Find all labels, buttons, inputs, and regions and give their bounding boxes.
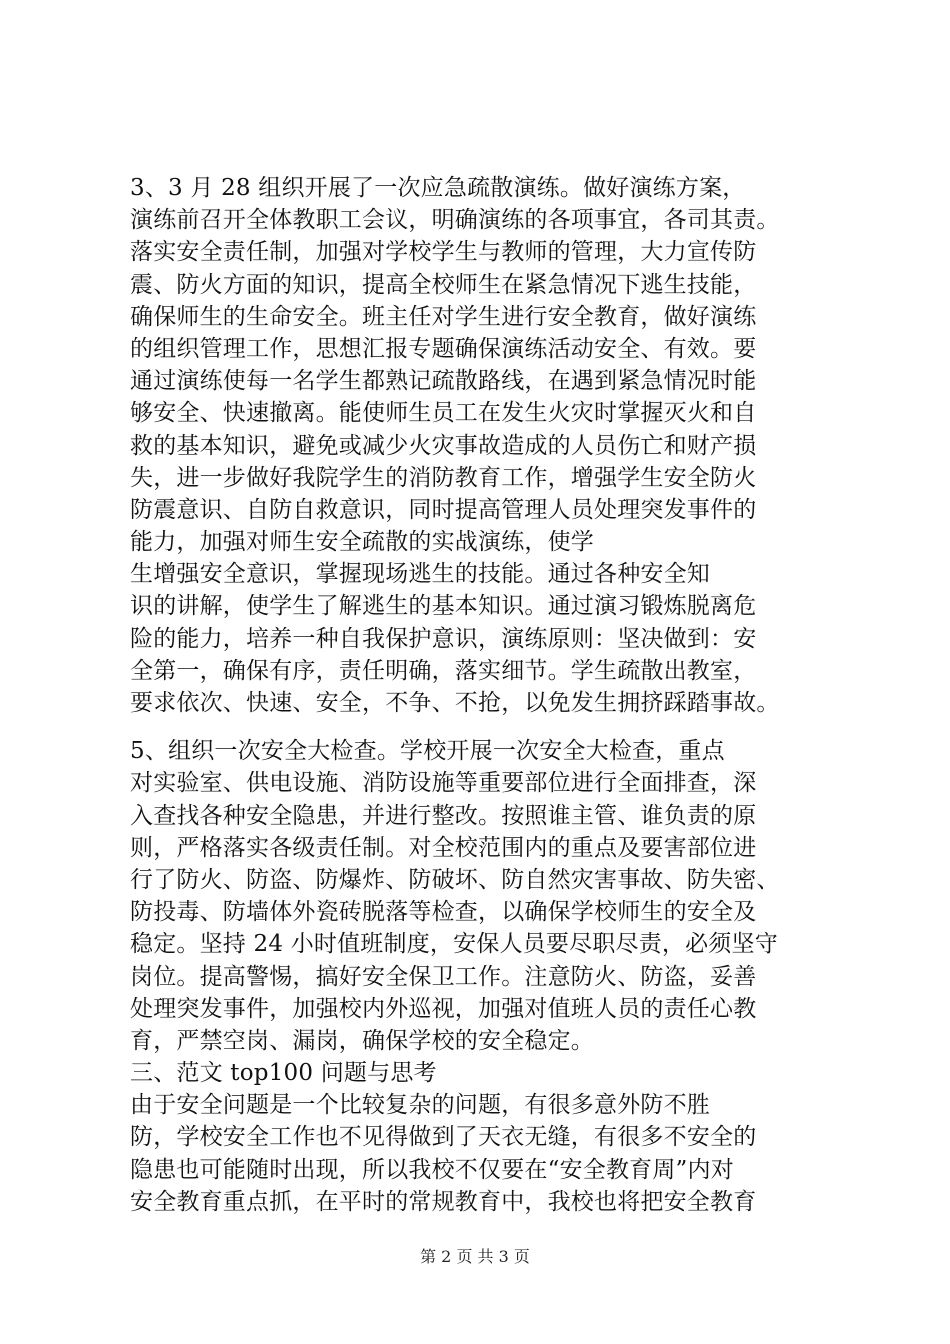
text-line: 防投毒、防墙体外瓷砖脱落等检查，以确保学校师生的安全及 xyxy=(130,899,757,926)
text-line: 5、组织一次安全大检查。学校开展一次安全大检查，重点 xyxy=(130,738,725,765)
text-line: 由于安全问题是一个比较复杂的问题，有很多意外防不胜 xyxy=(130,1092,710,1119)
text-line: 三、范文 top100 问题与思考 xyxy=(130,1060,437,1087)
paragraph xyxy=(130,558,836,719)
text-line: 能力，加强对师生安全疏散的实战演练，使学 xyxy=(130,529,594,556)
text-line: 育，严禁空岗、漏岗，确保学校的安全稳定。 xyxy=(130,1027,594,1054)
text-line: 防，学校安全工作也不见得做到了天衣无缝，有很多不安全的 xyxy=(130,1124,757,1151)
text-line: 稳定。坚持 24 小时值班制度，安保人员要尽职尽责，必须坚守 xyxy=(130,931,778,958)
text-line: 救的基本知识，避免或减少火灾事故造成的人员伤亡和财产损 xyxy=(130,432,757,459)
text-line: 对实验室、供电设施、消防设施等重要部位进行全面排查，深 xyxy=(130,770,757,797)
text-line: 行了防火、防盗、防爆炸、防破坏、防自然灾害事故、防失密、 xyxy=(130,866,780,893)
text-line: 生增强安全意识，掌握现场逃生的技能。通过各种安全知 xyxy=(130,561,710,588)
text-line: 全第一，确保有序，责任明确，落实细节。学生疏散出教室， xyxy=(130,657,757,684)
paragraph-spacer xyxy=(130,719,836,735)
text-line: 处理突发事件，加强校内外巡视，加强对值班人员的责任心教 xyxy=(130,995,757,1022)
text-line: 则，严格落实各级责任制。对全校范围内的重点及要害部位进 xyxy=(130,834,757,861)
document-body xyxy=(130,172,836,1218)
paragraph xyxy=(130,1089,836,1218)
text-line: 险的能力，培养一种自我保护意识，演练原则：坚决做到：安 xyxy=(130,625,757,652)
text-line: 失，进一步做好我院学生的消防教育工作，增强学生安全防火 xyxy=(130,464,757,491)
text-line: 隐患也可能随时出现，所以我校不仅要在“安全教育周”内对 xyxy=(130,1156,734,1183)
text-line: 岗位。提高警惕，搞好安全保卫工作。注意防火、防盗，妥善 xyxy=(130,963,757,990)
page-footer: 第 2 页 共 3 页 xyxy=(420,1247,530,1266)
text-line: 防震意识、自防自救意识，同时提高管理人员处理突发事件的 xyxy=(130,496,757,523)
paragraph xyxy=(130,172,836,558)
text-line: 3、3 月 28 组织开展了一次应急疏散演练。做好演练方案， xyxy=(130,175,746,201)
text-line: 演练前召开全体教职工会议，明确演练的各项事宜，各司其责。 xyxy=(130,207,780,234)
paragraph xyxy=(130,735,836,1057)
text-line: 落实安全责任制，加强对学校学生与教师的管理，大力宣传防 xyxy=(130,239,757,266)
text-line: 的组织管理工作，思想汇报专题确保演练活动安全、有效。要 xyxy=(130,335,757,362)
text-line: 够安全、快速撤离。能使师生员工在发生火灾时掌握灭火和自 xyxy=(130,400,757,427)
text-line: 识的讲解，使学生了解逃生的基本知识。通过演习锻炼脱离危 xyxy=(130,593,757,620)
text-line: 确保师生的生命安全。班主任对学生进行安全教育，做好演练 xyxy=(130,303,757,330)
text-line: 通过演练使每一名学生都熟记疏散路线，在遇到紧急情况时能 xyxy=(130,368,757,395)
text-line: 安全教育重点抓，在平时的常规教育中，我校也将把安全教育 xyxy=(130,1188,757,1215)
text-line: 要求依次、快速、安全，不争、不抢，以免发生拥挤踩踏事故。 xyxy=(130,690,780,716)
text-line: 震、防火方面的知识，提高全校师生在紧急情况下逃生技能， xyxy=(130,271,757,298)
paragraph xyxy=(130,1057,836,1089)
text-line: 入查找各种安全隐患，并进行整改。按照谁主管、谁负责的原 xyxy=(130,802,757,829)
